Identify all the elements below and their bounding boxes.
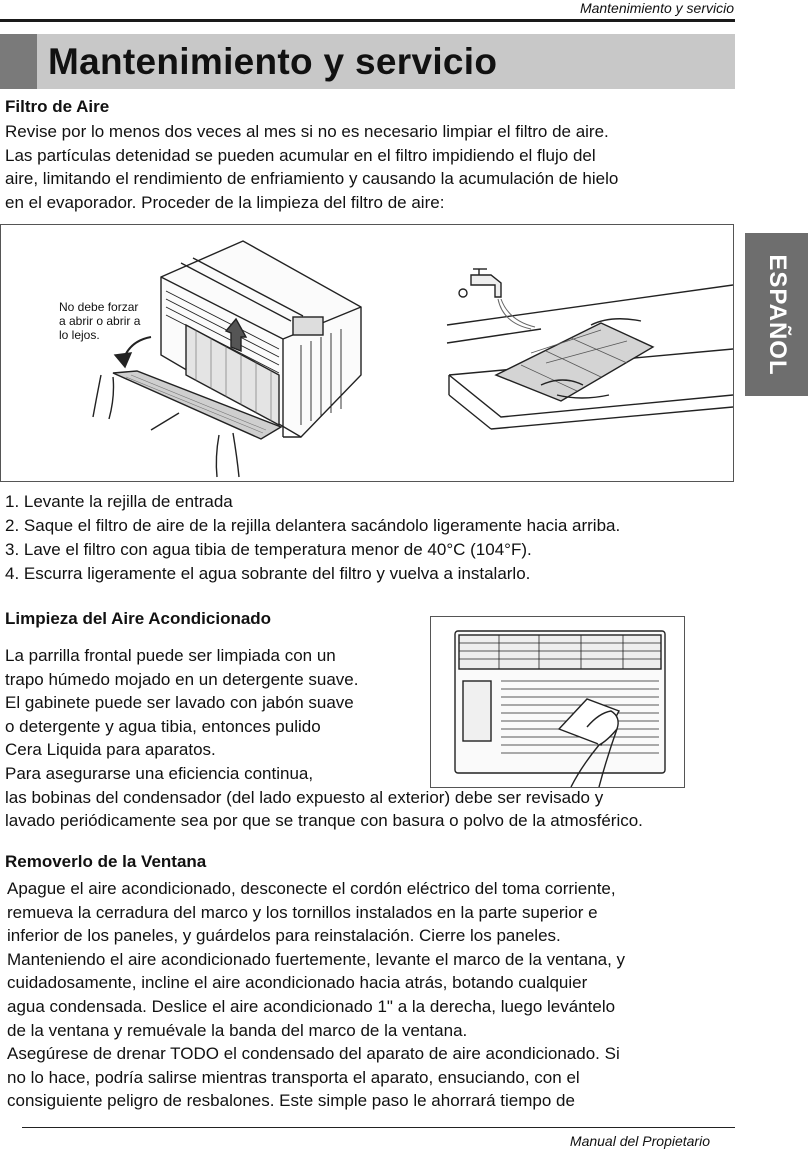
section-title-marker <box>0 34 37 89</box>
removal-line: Manteniendo el aire acondicionado fuertemente, levante el marco de la ventana, y <box>7 949 626 969</box>
cleaning-heading: Limpieza del Aire Acondicionado <box>5 609 272 628</box>
running-header: Mantenimiento y servicio <box>579 0 734 16</box>
step-item: 4. Escurra ligeramente el agua sobrante del filtro y vuelva a instalarlo. <box>5 564 531 583</box>
filter-line: en el evaporador. Proceder de la limpieza del filtro de aire: <box>5 192 445 212</box>
filter-line: Revise por lo menos dos veces al mes si no es necesario limpiar el filtro de aire. <box>5 122 609 141</box>
removal-line: remueva la cerradura del marco y los tornillos instalados en la parte superior e <box>7 902 598 922</box>
footer-rule <box>22 1127 735 1128</box>
language-tab-label: ESPAÑOL <box>763 253 791 376</box>
filter-callout <box>59 300 140 342</box>
cleaning-line: o detergente y agua tibia, entonces pulido <box>5 716 321 736</box>
cleaning-line: Para asegurarse una eficiencia continua, <box>5 763 314 783</box>
cleaning-line: El gabinete puede ser lavado con jabón suave <box>5 693 354 713</box>
step-item: 2. Saque el filtro de aire de la rejilla delantera sacándolo ligeramente hacia arriba. <box>5 516 621 535</box>
removal-paragraph <box>7 877 625 1113</box>
header-rule <box>0 19 735 22</box>
filter-paragraph <box>5 120 618 214</box>
filter-line: Las partículas detenidad se pueden acumular en el filtro impidiendo el flujo del <box>5 145 596 165</box>
cleaning-line: las bobinas del condensador (del lado expuesto al exterior) debe ser revisado y <box>5 787 604 807</box>
section-title: Mantenimiento y servicio <box>48 41 498 82</box>
removal-line: agua condensada. Deslice el aire acondicionado 1" a la derecha, luego levántelo <box>7 996 616 1016</box>
removal-line: de la ventana y remuévale la banda del marco de la ventana. <box>7 1020 468 1040</box>
removal-line: consiguiente peligro de resbalones. Este simple paso le ahorrará tiempo de <box>7 1091 575 1111</box>
filter-steps <box>5 490 620 586</box>
removal-line: inferior de los paneles, y guárdelos para reinstalación. Cierre los paneles. <box>7 926 561 946</box>
removal-heading: Removerlo de la Ventana <box>5 852 207 871</box>
step-item: 1. Levante la rejilla de entrada <box>5 492 233 511</box>
removal-line: Asegúrese de drenar TODO el condensado del aparato de aire acondicionado. Si <box>7 1044 620 1064</box>
callout-line: No debe forzar <box>59 300 139 314</box>
cleaning-line: trapo húmedo mojado en un detergente suave. <box>5 669 359 689</box>
running-footer: Manual del Propietario <box>569 1133 710 1149</box>
step-item: 3. Lave el filtro con agua tibia de temperatura menor de 40°C (104°F). <box>5 540 532 559</box>
callout-line: lo lejos. <box>59 328 100 342</box>
filter-heading: Filtro de Aire <box>5 97 110 116</box>
cleaning-line: Cera Liquida para aparatos. <box>5 740 216 760</box>
filter-line: aire, limitando el rendimiento de enfriamiento y causando la acumulación de hielo <box>5 169 619 189</box>
cleaning-line: La parrilla frontal puede ser limpiada con un <box>5 646 336 665</box>
removal-line: no lo hace, podría salirse mientras transporta el aparato, ensuciando, con el <box>7 1067 580 1087</box>
callout-line: a abrir o abrir a <box>59 314 141 328</box>
removal-line: Apague el aire acondicionado, desconecte el cordón eléctrico del toma corriente, <box>7 879 616 898</box>
grille-cleaning-illustration <box>430 616 685 788</box>
grille-cleaning-drawing <box>431 617 684 787</box>
filter-illustration <box>0 224 734 482</box>
language-tab <box>745 233 808 396</box>
removal-line: cuidadosamente, incline el aire acondicionado hacia atrás, botando cualquier <box>7 973 588 993</box>
cleaning-line: lavado periódicamente sea por que se tranque con basura o polvo de la atmosférico. <box>5 811 643 831</box>
filter-illustration-drawing <box>1 225 733 481</box>
